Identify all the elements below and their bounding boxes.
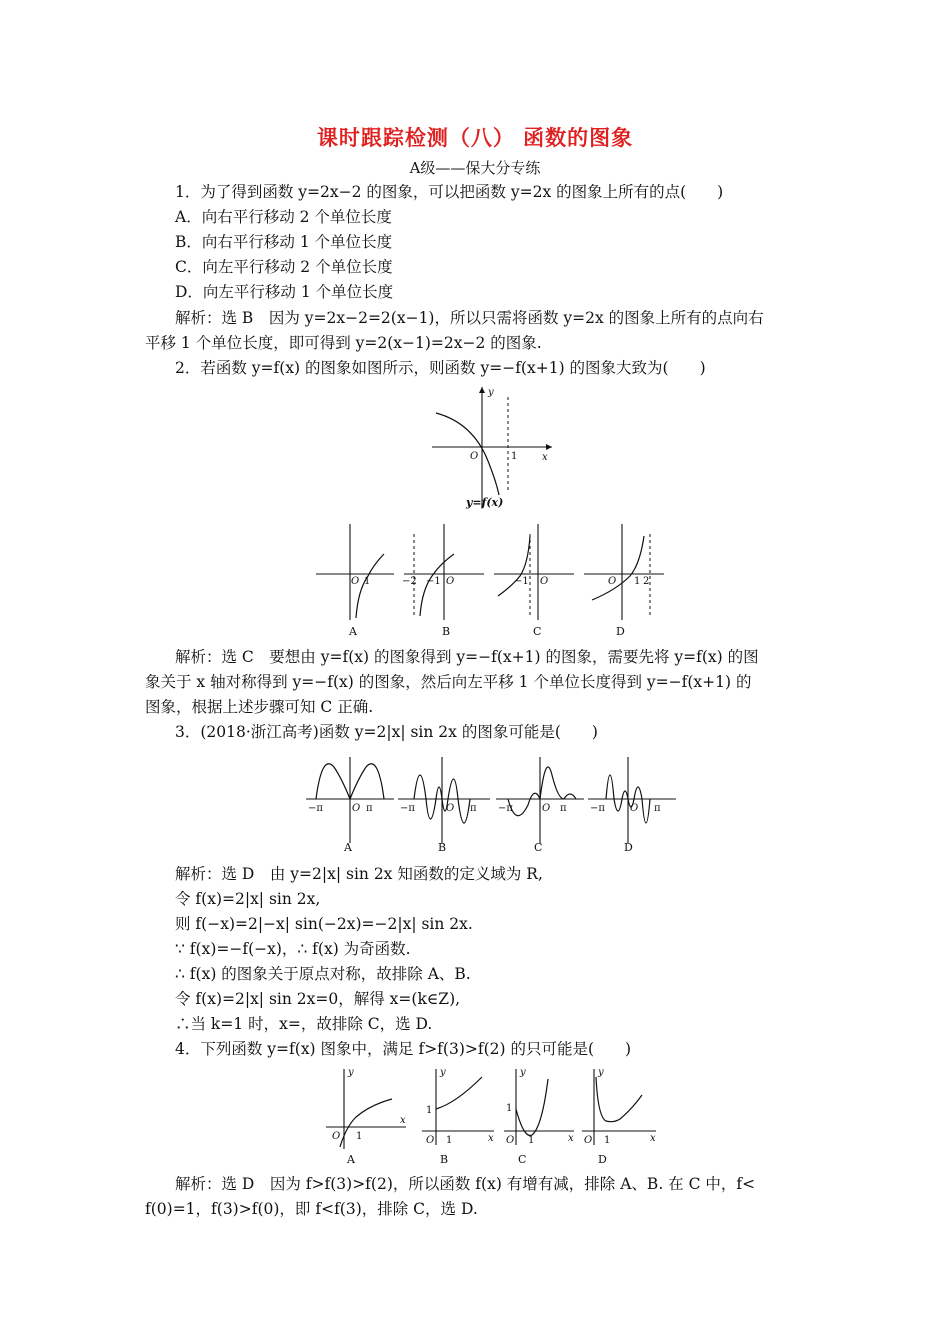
q3-option-a-figure: [304, 755, 396, 855]
q1-solution-line: 平移 1 个单位长度，即可得到 y=2(x−1)=2x−2 的图象.: [145, 334, 542, 352]
q4-option-a-figure: [322, 1065, 412, 1167]
tick-label: −2: [402, 576, 417, 587]
x-axis-label: x: [650, 1133, 656, 1144]
option-letter: C: [518, 1153, 527, 1166]
tick-label: 2: [643, 576, 650, 587]
tick-label: π: [366, 803, 373, 814]
origin-label: O: [542, 803, 551, 814]
origin-label: O: [470, 451, 479, 462]
origin-label: O: [446, 576, 455, 587]
q1-option-c: C．向左平行移动 2 个单位长度: [175, 258, 393, 276]
q4-solution-line: 解析：选 D 因为 f>f(3)>f(2)，所以函数 f(x) 有增有减，排除 A、B. 在 C 中，f<: [175, 1175, 756, 1193]
option-letter: D: [616, 625, 625, 638]
origin-label: O: [630, 803, 639, 814]
tick-label: 1: [604, 1135, 611, 1146]
x-axis-label: x: [400, 1115, 406, 1126]
option-curve: [498, 536, 530, 596]
tick-label: −1: [514, 576, 529, 587]
q1-option-d: D．向左平行移动 1 个单位长度: [175, 283, 394, 301]
y-axis-label: y: [598, 1067, 604, 1078]
x-axis-arrow: [546, 444, 552, 450]
tick-label: 1: [528, 1135, 535, 1146]
q4-stem: 4．下列函数 y=f(x) 图象中，满足 f>f(3)>f(2) 的只可能是( ): [175, 1040, 632, 1058]
q3-solution-line: 令 f(x)=2|x| sin 2x=0，解得 x=(k∈Z),: [175, 990, 461, 1008]
tick-label: −π: [308, 803, 323, 814]
option-letter: B: [438, 841, 447, 854]
origin-label: O: [584, 1135, 593, 1146]
section-subtitle: A级——保大分专练: [409, 159, 541, 177]
q3-solution-line: ∵ f(x)=−f(−x)，∴ f(x) 为奇函数.: [175, 940, 411, 958]
tick-label-1: 1: [511, 451, 518, 462]
option-letter: B: [442, 625, 451, 638]
q3-option-d-figure: [586, 755, 678, 855]
q2-option-b-figure: [400, 520, 488, 642]
q3-stem: 3．(2018·浙江高考)函数 y=2|x| sin 2x 的图象可能是( ): [175, 723, 598, 741]
origin-label: O: [608, 576, 617, 587]
q2-main-figure: [428, 383, 558, 513]
q2-option-a-figure: [312, 520, 400, 642]
origin-label: O: [352, 803, 361, 814]
tick-label: π: [560, 803, 567, 814]
q2-stem: 2．若函数 y=f(x) 的图象如图所示，则函数 y=−f(x+1) 的图象大致为( ): [175, 359, 706, 377]
tick-label: 1: [356, 1131, 363, 1142]
y-axis-label: y: [440, 1067, 446, 1078]
tick-label: −π: [590, 803, 605, 814]
option-letter: D: [598, 1153, 607, 1166]
option-curve: [596, 1077, 642, 1122]
tick-label: 1: [446, 1135, 453, 1146]
q2-solution-line: 解析：选 C 要想由 y=f(x) 的图象得到 y=−f(x+1) 的图象，需要先将 y=f(x) 的图: [175, 648, 759, 666]
q3-solution-line: 解析：选 D 由 y=2|x| sin 2x 知函数的定义域为 R,: [175, 865, 543, 883]
x-axis-label: x: [488, 1133, 494, 1144]
x-axis-label: x: [542, 452, 548, 463]
option-letter: C: [533, 625, 542, 638]
option-curve: [592, 536, 644, 600]
q3-option-b-figure: [396, 755, 492, 855]
y-axis-arrow: [479, 387, 485, 393]
q2-option-d-figure: [580, 520, 668, 642]
q3-solution-line: 令 f(x)=2|x| sin 2x,: [175, 890, 321, 908]
q4-solution-line: f(0)=1，f(3)>f(0)，即 f<f(3)，排除 C，选 D.: [145, 1200, 478, 1218]
option-letter: B: [440, 1153, 449, 1166]
q3-solution-line: ∴ f(x) 的图象关于原点对称，故排除 A、B.: [175, 965, 471, 983]
option-curve: [340, 1099, 392, 1147]
y-axis-label: y: [520, 1067, 526, 1078]
q1-option-a: A．向右平行移动 2 个单位长度: [175, 208, 392, 226]
page-title: 课时跟踪检测（八） 函数的图象: [316, 126, 634, 150]
q4-option-d-figure: [580, 1065, 660, 1167]
q2-solution-line: 图象，根据上述步骤可知 C 正确.: [145, 698, 374, 716]
origin-label: O: [540, 576, 549, 587]
tick-label: −π: [400, 803, 415, 814]
tick-label: 1: [364, 576, 371, 587]
origin-label: O: [446, 803, 455, 814]
x-axis-label: x: [568, 1133, 574, 1144]
q1-stem: 1．为了得到函数 y=2x−2 的图象，可以把函数 y=2x 的图象上所有的点( ): [175, 183, 724, 201]
option-letter: A: [349, 625, 357, 638]
q3-solution-line: 则 f(−x)=2|−x| sin(−2x)=−2|x| sin 2x.: [175, 915, 473, 933]
tick-label: π: [470, 803, 477, 814]
origin-label: O: [332, 1131, 341, 1142]
q3-option-c-figure: [494, 755, 586, 855]
option-letter: D: [624, 841, 633, 854]
q3-solution-line: ∴当 k=1 时，x=，故排除 C，选 D.: [175, 1015, 433, 1033]
origin-label: O: [351, 576, 360, 587]
origin-label: O: [426, 1135, 435, 1146]
q2-option-c-figure: [490, 520, 578, 642]
q4-option-c-figure: [502, 1065, 578, 1167]
q1-option-b: B．向右平行移动 1 个单位长度: [175, 233, 393, 251]
option-curve: [516, 1079, 548, 1135]
q1-solution-line: 解析：选 B 因为 y=2x−2=2(x−1)，所以只需将函数 y=2x 的图象上所有的点向右: [175, 309, 764, 327]
tick-label: 1: [506, 1103, 513, 1114]
option-curve: [436, 1077, 482, 1109]
q2-solution-line: 象关于 x 轴对称得到 y=−f(x) 的图象，然后向左平移 1 个单位长度得到 y=−f(x+1) 的: [145, 673, 752, 691]
q4-option-b-figure: [420, 1065, 498, 1167]
option-letter: A: [344, 841, 352, 854]
option-letter: A: [347, 1153, 355, 1166]
y-axis-label: y: [488, 387, 494, 398]
tick-label: −π: [498, 803, 513, 814]
option-letter: C: [534, 841, 543, 854]
origin-label: O: [506, 1135, 515, 1146]
function-caption: y=f(x): [466, 496, 504, 509]
tick-label: 1: [634, 576, 641, 587]
tick-label: 1: [426, 1105, 433, 1116]
y-axis-label: y: [348, 1067, 354, 1078]
tick-label: π: [654, 803, 661, 814]
curve-f: [436, 413, 499, 495]
tick-label: −1: [426, 576, 441, 587]
